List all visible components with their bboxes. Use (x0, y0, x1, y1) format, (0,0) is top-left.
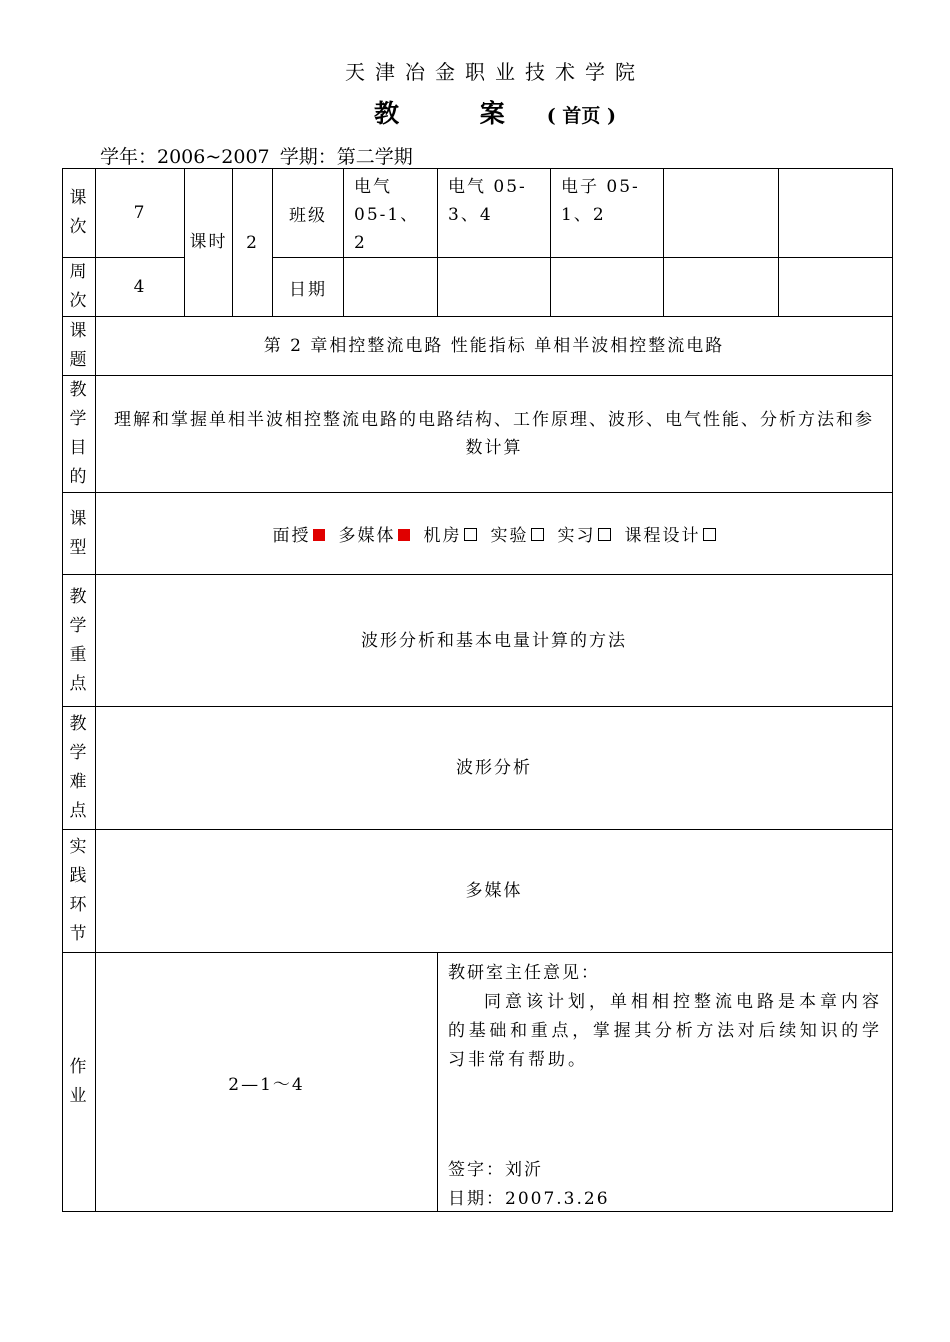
week-label: 周次 (63, 258, 96, 317)
practice-label: 实践环节 (63, 830, 96, 953)
objective-value: 理解和掌握单相半波相控整流电路的电路结构、工作原理、波形、电气性能、分析方法和参数计算 (96, 376, 893, 493)
topic-label: 课题 (63, 317, 96, 376)
date-cell (438, 258, 551, 317)
unchecked-box-icon (464, 528, 477, 541)
hours-value: 2 (233, 169, 273, 317)
document-title (0, 94, 950, 130)
course-type-internship: 实习 (558, 526, 625, 546)
director-opinion (438, 953, 893, 1212)
difficulties-label: 教学难点 (63, 707, 96, 830)
school-year: 学年：2006~2007 (100, 146, 270, 168)
course-type-experiment: 实验 (491, 526, 558, 546)
date-cell (779, 258, 893, 317)
opinion-heading: 教研室主任意见： (448, 963, 600, 983)
key-points-label: 教学重点 (63, 575, 96, 707)
topic-value: 第 2 章相控整流电路 性能指标 单相半波相控整流电路 (96, 317, 893, 376)
date-label: 日期 (273, 258, 344, 317)
course-type-label: 课型 (63, 493, 96, 575)
checked-box-icon (313, 529, 325, 541)
school-name: 天津冶金职业技术学院 (345, 60, 645, 84)
opinion-body: 同意该计划，单相相控整流电路是本章内容的基础和重点，掌握其分析方法对后续知识的学习非常有帮助。 (448, 992, 882, 1070)
date-cell (664, 258, 779, 317)
class-label: 班级 (273, 169, 344, 258)
course-type-face-to-face: 面授 (273, 526, 339, 546)
unchecked-box-icon (531, 528, 544, 541)
practice-value: 多媒体 (96, 830, 893, 953)
class-cell: 电子 05-1、2 (551, 169, 664, 258)
date-cell (551, 258, 664, 317)
class-cell: 电气 05-3、4 (438, 169, 551, 258)
course-type-course-design: 课程设计 (625, 526, 716, 546)
unchecked-box-icon (598, 528, 611, 541)
date-cell (344, 258, 438, 317)
difficulties-value: 波形分析 (96, 707, 893, 830)
key-points-value: 波形分析和基本电量计算的方法 (96, 575, 893, 707)
week-value: 4 (96, 258, 185, 317)
objective-label: 教学目的 (63, 376, 96, 493)
course-type-computer-lab: 机房 (424, 526, 491, 546)
lesson-plan-table (62, 168, 893, 1212)
homework-label: 作业 (63, 953, 96, 1212)
semester: 学期：第二学期 (279, 146, 413, 168)
opinion-signature-block (448, 1156, 610, 1214)
lesson-no-value: 7 (96, 169, 185, 258)
lesson-no-label: 课次 (63, 169, 96, 258)
term-line (100, 142, 417, 169)
class-cell: 电气 05-1、2 (344, 169, 438, 258)
unchecked-box-icon (703, 528, 716, 541)
opinion-signature: 签字：刘沂 (448, 1160, 543, 1180)
homework-value: 2—1～4 (96, 953, 438, 1212)
checked-box-icon (398, 529, 410, 541)
opinion-date: 日期：2007.3.26 (448, 1189, 610, 1209)
course-type-multimedia: 多媒体 (339, 526, 424, 546)
title-text: 教 案 (374, 99, 541, 128)
class-cell (664, 169, 779, 258)
title-subtitle: ( 首页 ) (546, 105, 616, 127)
hours-label: 课时 (185, 169, 233, 317)
course-type-options (96, 493, 893, 575)
class-cell (779, 169, 893, 258)
